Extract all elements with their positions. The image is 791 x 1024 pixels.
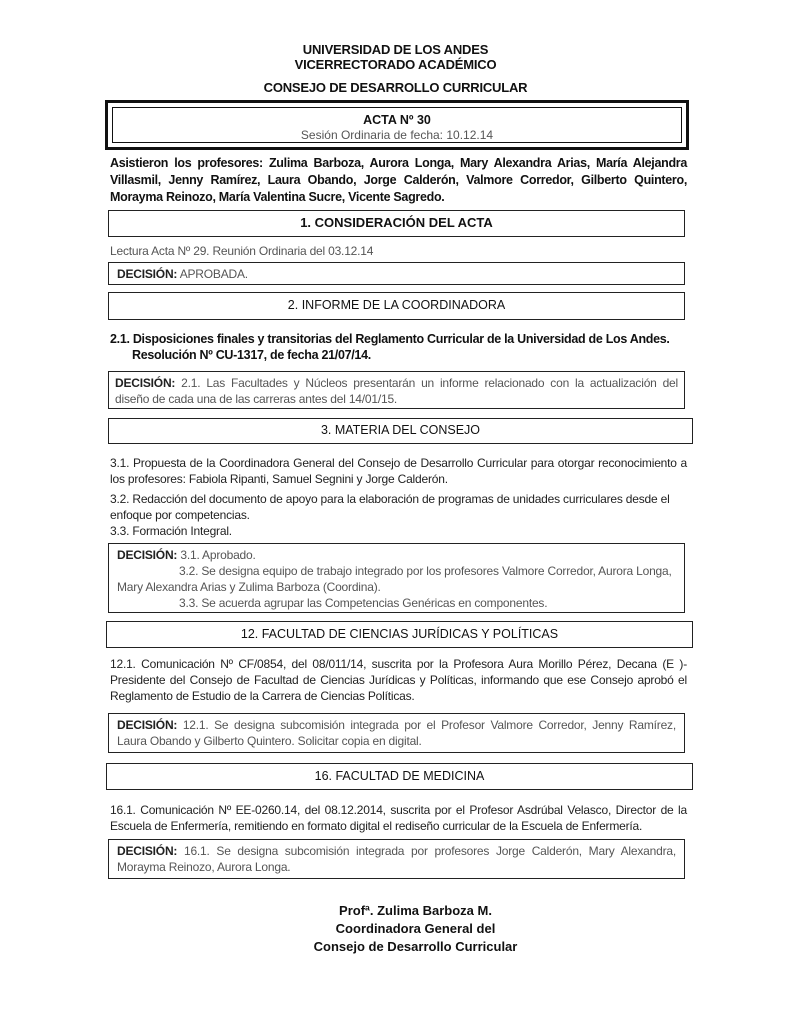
decision-label: DECISIÓN: [117,718,178,732]
section2-box [108,292,685,320]
section12-decision-text: 12.1. Se designa subcomisión integrada por el Profesor Valmore Corredor, Jenny Ramírez, Laura Obando y Gilberto Quintero. Solicitar copia en digital. [117,718,676,748]
council-name: CONSEJO DE DESARROLLO CURRICULAR [263,80,528,95]
section1-box [108,210,685,237]
university-name: UNIVERSIDAD DE LOS ANDES [302,42,489,57]
section2-item-line1: 2.1. Disposiciones finales y transitorias del Reglamento Curricular de la Universidad de Los Andes. [110,332,670,346]
section12-text: 12.1. Comunicación Nº CF/0854, del 08/011/14, suscrita por la Profesora Aura Morillo Pérez, Decana (E )-Presidente del Consejo de Facultad de Ciencias Jurídicas y Políticas, informando que ese Consejo aprobó el Reglamento de Estudio de la Carrera de Ciencias Políticas. [110,657,687,703]
acta-title: ACTA Nº 30 [363,113,431,127]
section12-box [106,621,693,648]
section12-decision-box [108,713,685,753]
decision-label: DECISIÓN: [117,267,178,281]
section16-title: 16. FACULTAD DE MEDICINA [314,769,485,783]
signature-role2: Consejo de Desarrollo Curricular [313,939,518,954]
section3-item2: 3.2. Redacción del documento de apoyo para la elaboración de programas de unidades curriculares desde el enfoque por competencias. [110,492,670,522]
section2-decision-box [108,371,685,409]
section3-decision-2: 3.2. Se designa equipo de trabajo integrado por los profesores Valmore Corredor, Aurora Longa, [179,564,672,578]
signature-name: Profª. Zulima Barboza M. [339,903,492,918]
section3-title: 3. MATERIA DEL CONSEJO [320,423,481,437]
section16-decision-text: 16.1. Se designa subcomisión integrada por profesores Jorge Calderón, Mary Alexandra, Morayma Reinozo, Aurora Longa. [117,844,676,874]
section2-item [110,331,687,363]
decision-label: DECISIÓN: [117,844,178,858]
section12-title: 12. FACULTAD DE CIENCIAS JURÍDICAS Y POLÍTICAS [240,627,559,641]
decision-label: DECISIÓN: [115,376,176,390]
section3-item1: 3.1. Propuesta de la Coordinadora General del Consejo de Desarrollo Curricular para otorgar reconocimiento a los profesores: Fabiola Ripanti, Samuel Segnini y Jorge Calderón. [110,456,687,486]
section2-item-line2: Resolución Nº CU-1317, de fecha 21/07/14. [132,348,371,362]
acta-subtitle: Sesión Ordinaria de fecha: 10.12.14 [300,128,494,142]
section3-decision-2b: Mary Alexandra Arias y Zulima Barboza (Coordina). [117,580,381,594]
decision-label: DECISIÓN: [117,548,178,562]
vicerrectorado-name: VICERRECTORADO ACADÉMICO [294,57,497,72]
signature-role1: Coordinadora General del [335,921,496,936]
acta-box [105,100,689,150]
section16-decision-box [108,839,685,879]
section16-box [106,763,693,790]
section1-title: 1. CONSIDERACIÓN DEL ACTA [300,215,493,230]
section3-decision-1: 3.1. Aprobado. [180,548,256,562]
section2-decision-text: 2.1. Las Facultades y Núcleos presentarán un informe relacionado con la actualización del diseño de cada una de las carreras antes del 14/01/15. [115,376,678,406]
section1-text: Lectura Acta Nº 29. Reunión Ordinaria del 03.12.14 [110,244,374,258]
attendance-text: Asistieron los profesores: Zulima Barboza, Aurora Longa, Mary Alexandra Arias, María Alejandra Villasmil, Jenny Ramírez, Laura Obando, Jorge Calderón, Valmore Corredor, Gilberto Quintero, Morayma Reinozo, María Valentina Sucre, Vicente Sagredo. [110,156,687,204]
section3-item3: 3.3. Formación Integral. [110,524,232,538]
section3-decision-3: 3.3. Se acuerda agrupar las Competencias Genéricas en componentes. [179,596,548,610]
section1-decision-box [108,262,685,285]
section2-title: 2. INFORME DE LA COORDINADORA [287,298,506,312]
section16-text: 16.1. Comunicación Nº EE-0260.14, del 08.12.2014, suscrita por el Profesor Asdrúbal Velasco, Director de la Escuela de Enfermería, remitiendo en formato digital el rediseño curricular de la Escuela de Enfermería. [110,803,687,833]
section3-decision-box [108,543,685,613]
section3-box [108,418,693,444]
section1-decision-text: APROBADA. [179,267,248,281]
